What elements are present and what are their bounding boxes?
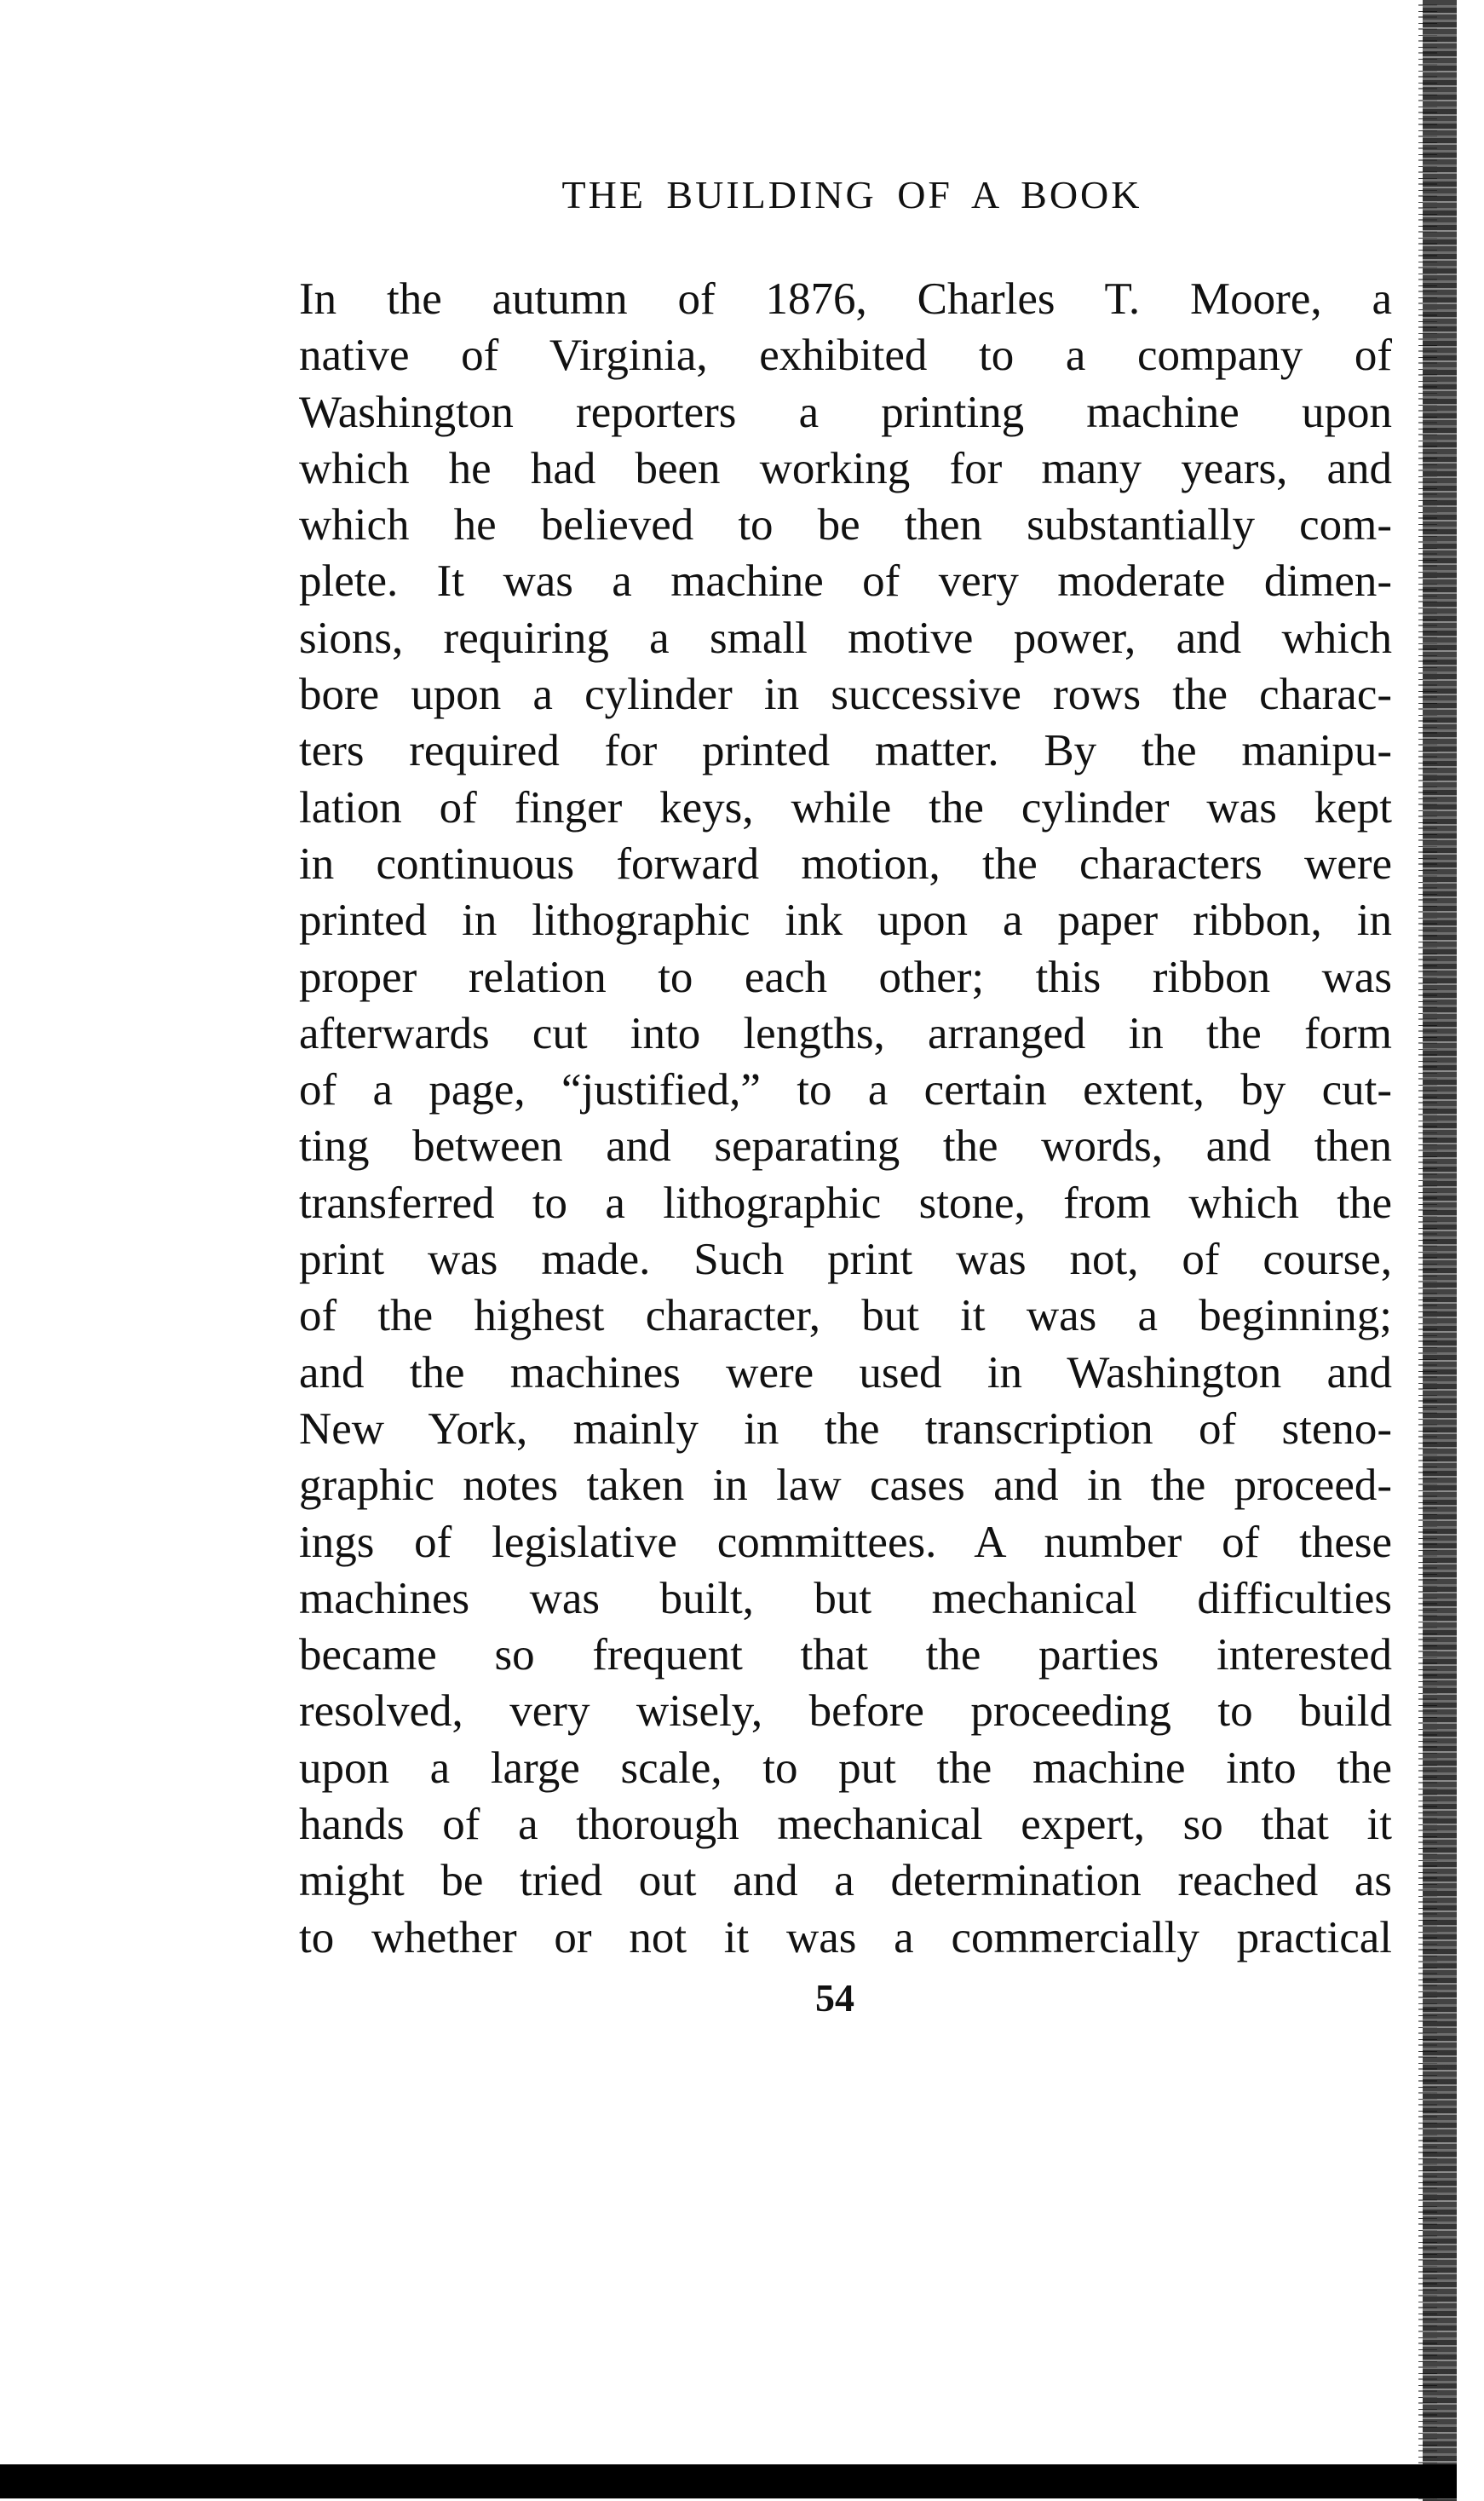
text-line [299, 1288, 1392, 1344]
text-line-content: lation of finger keys, while the cylinder was kept [299, 782, 1392, 833]
text-line [299, 1062, 1392, 1118]
text-line [299, 836, 1392, 892]
text-line-content: bore upon a cylinder in successive rows the charac- [299, 670, 1392, 720]
page-edge-binding [1423, 0, 1457, 2501]
text-line [299, 949, 1392, 1006]
text-line [299, 610, 1392, 666]
text-line [299, 553, 1392, 609]
text-line-content: transferred to a lithographic stone, from which the [299, 1178, 1392, 1228]
text-line [299, 1627, 1392, 1683]
text-line-content: which he had been working for many years, and [299, 443, 1392, 493]
text-line-content: of the highest character, but it was a beginning; [299, 1291, 1392, 1341]
text-line [299, 1796, 1392, 1853]
text-line-content: Washington reporters a printing machine upon [299, 387, 1392, 437]
text-line [299, 1570, 1392, 1627]
text-line-content: in continuous forward motion, the characters were [299, 838, 1392, 889]
text-line-content: hands of a thorough mechanical expert, so that it [299, 1800, 1392, 1850]
text-line-content: New York, mainly in the transcription of steno- [299, 1403, 1392, 1454]
text-line [299, 1006, 1392, 1062]
text-line [299, 1345, 1392, 1401]
text-line [299, 384, 1392, 441]
text-line-content: to whether or not it was a commercially practical [299, 1912, 1392, 1962]
page-number: 54 [815, 1976, 854, 2020]
text-line-content: graphic notes taken in law cases and in the proceed- [299, 1461, 1392, 1511]
running-head: THE BUILDING OF A BOOK [561, 173, 1142, 216]
text-line-content: machines was built, but mechanical difficulties [299, 1573, 1392, 1623]
text-line-content: sions, requiring a small motive power, and which [299, 613, 1392, 663]
text-line [299, 666, 1392, 723]
text-line [299, 1118, 1392, 1174]
text-line [299, 1457, 1392, 1513]
scan-bottom-border [0, 2464, 1457, 2498]
text-line-content: In the autumn of 1876, Charles T. Moore, a [299, 274, 1392, 324]
text-line-content: native of Virginia, exhibited to a company of [299, 331, 1392, 381]
text-line-content: and the machines were used in Washington and [299, 1347, 1392, 1397]
body-text [299, 271, 1392, 1966]
text-line-content: printed in lithographic ink upon a paper ribbon, in [299, 896, 1392, 946]
text-line-content: resolved, very wisely, before proceeding to build [299, 1686, 1392, 1737]
text-line [299, 780, 1392, 836]
text-line-content: of a page, “justified,” to a certain extent, by cut- [299, 1065, 1392, 1115]
text-line [299, 271, 1392, 327]
text-line [299, 1401, 1392, 1457]
text-line-content: became so frequent that the parties interested [299, 1630, 1392, 1680]
text-line-content: ings of legislative committees. A number of these [299, 1517, 1392, 1567]
text-line [299, 497, 1392, 553]
text-line-content: plete. It was a machine of very moderate dimen- [299, 556, 1392, 607]
text-line [299, 1514, 1392, 1570]
text-line-content: ters required for printed matter. By the manipu- [299, 726, 1392, 776]
text-line-content: ting between and separating the words, and then [299, 1121, 1392, 1172]
text-line [299, 1853, 1392, 1909]
text-line [299, 892, 1392, 948]
text-line-content: proper relation to each other; this ribbon was [299, 952, 1392, 1002]
text-line [299, 723, 1392, 779]
text-line-content: might be tried out and a determination reached as [299, 1856, 1392, 1906]
text-line [299, 1910, 1392, 1966]
text-line-content: afterwards cut into lengths, arranged in the form [299, 1008, 1392, 1058]
text-line [299, 1175, 1392, 1231]
text-line [299, 1740, 1392, 1796]
text-line-content: upon a large scale, to put the machine into the [299, 1743, 1392, 1793]
text-line [299, 1683, 1392, 1739]
text-line [299, 327, 1392, 383]
text-line [299, 441, 1392, 497]
text-line-content: which he believed to be then substantially com- [299, 500, 1392, 550]
text-line-content: print was made. Such print was not, of course, [299, 1235, 1392, 1285]
text-line [299, 1231, 1392, 1288]
